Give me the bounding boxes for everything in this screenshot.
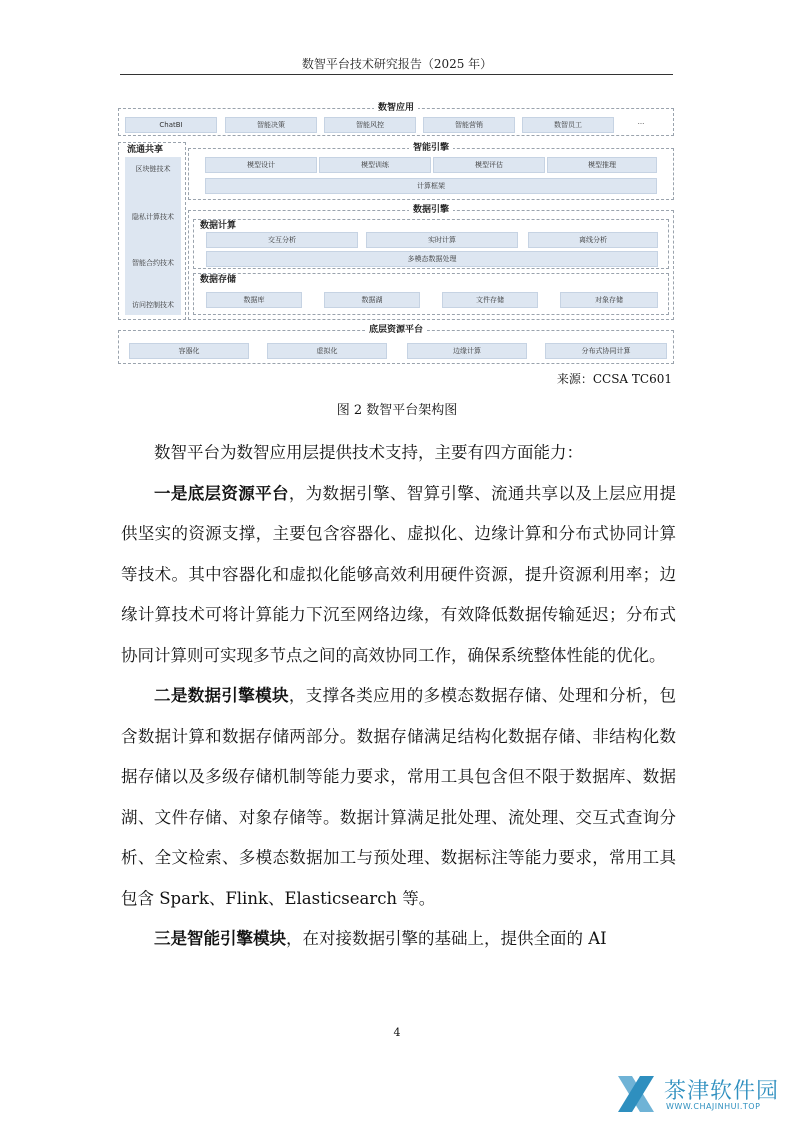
- intelligence-engine-box: [188, 143, 674, 200]
- paragraph-2-lead: 二是数据引擎模块: [154, 686, 289, 705]
- data-engine-box: [188, 205, 674, 320]
- base-item: 分布式协同计算: [545, 343, 667, 359]
- intelligence-item: 模型评估: [433, 157, 545, 173]
- app-item: 智能营销: [423, 117, 515, 133]
- base-item: 容器化: [129, 343, 249, 359]
- app-item: ChatBI: [125, 117, 217, 133]
- header-rule: [120, 74, 673, 75]
- app-item: 智能决策: [225, 117, 317, 133]
- paragraph-3-text: ，在对接数据引擎的基础上，提供全面的 AI: [286, 929, 607, 948]
- data-compute-box: [193, 219, 669, 269]
- figure-caption: 图 2 数智平台架构图: [336, 403, 458, 418]
- storage-item: 文件存储: [442, 292, 538, 308]
- app-item-more: ···: [637, 120, 645, 128]
- app-layer-title: 数智应用: [374, 103, 418, 113]
- base-layer-title: 底层资源平台: [365, 325, 427, 335]
- data-engine-title: 数据引擎: [409, 205, 453, 215]
- storage-item: 数据库: [206, 292, 302, 308]
- watermark: [610, 1070, 790, 1120]
- circulation-column: [125, 157, 181, 315]
- storage-item: 数据湖: [324, 292, 420, 308]
- app-item: 数智员工: [522, 117, 614, 133]
- base-item: 虚拟化: [267, 343, 387, 359]
- paragraph-1: [121, 474, 676, 677]
- watermark-name: 茶津软件园: [664, 1079, 780, 1104]
- compute-item: 交互分析: [206, 232, 358, 248]
- paragraph-1-lead: 一是底层资源平台: [154, 483, 289, 503]
- paragraph-3: [121, 919, 676, 960]
- body-text: [121, 433, 676, 960]
- intelligence-item: 模型训练: [319, 157, 431, 173]
- compute-framework: 计算框架: [205, 178, 657, 194]
- circulation-item: 隐私计算技术: [125, 209, 181, 225]
- circulation-item: 智能合约技术: [125, 255, 181, 271]
- architecture-diagram: [118, 100, 674, 366]
- paragraph-2: [121, 676, 676, 919]
- intelligence-item: 模型推理: [547, 157, 657, 173]
- data-compute-title: 数据计算: [200, 221, 237, 231]
- circulation-item: 区块链技术: [125, 161, 181, 177]
- page-header-title: 数智平台技术研究报告（2025 年）: [301, 57, 493, 71]
- data-storage-title: 数据存储: [200, 275, 237, 285]
- app-layer-box: [118, 103, 674, 136]
- circulation-box: [118, 142, 186, 320]
- storage-item: 对象存储: [560, 292, 658, 308]
- x-logo-icon: [612, 1070, 660, 1118]
- intelligence-item: 模型设计: [205, 157, 317, 173]
- circulation-title: 流通共享: [127, 145, 164, 155]
- paragraph-3-lead: 三是智能引擎模块: [154, 929, 286, 948]
- multimodal-processing: 多模态数据处理: [206, 251, 658, 267]
- watermark-url: WWW.CHAJINHUI.TOP: [666, 1102, 761, 1111]
- app-item: 智能风控: [324, 117, 416, 133]
- paragraph-1-text: ，为数据引擎、智算引擎、流通共享以及上层应用提供坚实的资源支撑，主要包含容器化、虚拟化、边缘计算和分布式协同计算等技术。其中容器化和虚拟化能够高效利用硬件资源，提升资源利用率；边缘计算技术可将计算能力下沉至网络边缘，有效降低数据传输延迟；分布式协同计算则可实现多节点之间的高效协同工作，确保系统整体性能的优化。: [121, 483, 677, 665]
- paragraph-intro: 数智平台为数智应用层提供技术支持，主要有四方面能力：: [154, 443, 583, 462]
- compute-item: 实时计算: [366, 232, 518, 248]
- data-storage-box: [193, 273, 669, 315]
- paragraph-2-text: ，支撑各类应用的多模态数据存储、处理和分析，包含数据计算和数据存储两部分。数据存储满足结构化数据存储、非结构化数据存储以及多级存储机制等能力要求，常用工具包含但不限于数据库、数据湖、文件存储、对象存储等。数据计算满足批处理、流处理、交互式查询分析、全文检索、多模态数据加工与预处理、数据标注等能力要求，常用工具包含 Spark、Flink、Elasticsearch 等。: [121, 686, 677, 908]
- figure-source-note: 来源：CCSA TC601: [556, 372, 672, 386]
- page-number: 4: [393, 1026, 401, 1039]
- compute-item: 离线分析: [528, 232, 658, 248]
- circulation-item: 访问控制技术: [125, 297, 181, 313]
- base-item: 边缘计算: [407, 343, 527, 359]
- intelligence-engine-title: 智能引擎: [409, 143, 453, 153]
- base-layer-box: [118, 325, 674, 364]
